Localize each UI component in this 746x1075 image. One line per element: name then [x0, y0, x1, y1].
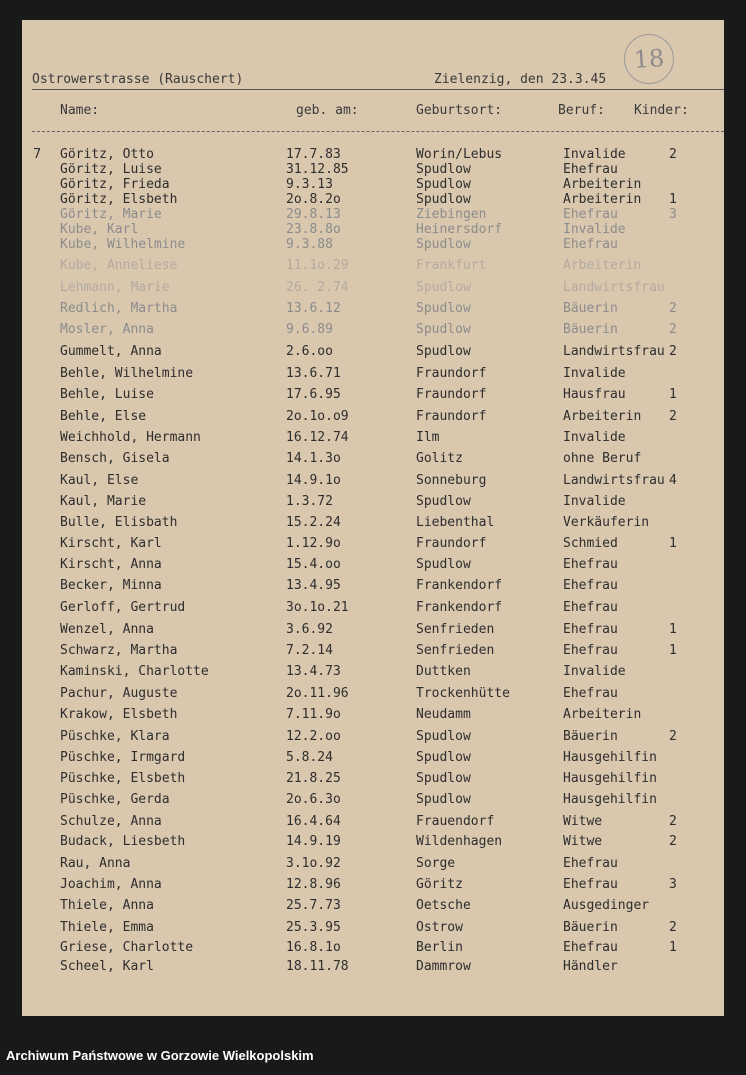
occupation: Hausgehilfin [563, 771, 657, 786]
birth-place: Ostrow [416, 920, 463, 935]
occupation: Arbeiterin [563, 258, 642, 273]
table-row [0, 940, 746, 956]
occupation: Arbeiterin [563, 707, 642, 722]
person-name: Weichhold, Hermann [60, 430, 201, 445]
person-name: Püschke, Klara [60, 729, 170, 744]
birth-place: Sonneburg [416, 473, 487, 488]
birth-date: 26. 2.74 [286, 280, 349, 295]
table-row [0, 707, 746, 723]
birth-date: 25.3.95 [286, 920, 341, 935]
person-name: Griese, Charlotte [60, 940, 194, 955]
birth-date: 23.8.8o [286, 222, 341, 237]
birth-date: 31.12.85 [286, 162, 349, 177]
occupation: Hausgehilfin [563, 792, 657, 807]
children-count: 3 [669, 207, 677, 222]
column-header-occupation: Beruf: [558, 103, 605, 118]
table-row [0, 494, 746, 510]
table-row [0, 898, 746, 914]
occupation: Ehefrau [563, 643, 618, 658]
occupation: Arbeiterin [563, 177, 642, 192]
children-count: 2 [669, 920, 677, 935]
person-name: Thiele, Emma [60, 920, 154, 935]
occupation: Invalide [563, 664, 626, 679]
birth-date: 7.11.9o [286, 707, 341, 722]
occupation: Ehefrau [563, 162, 618, 177]
birth-date: 3.6.92 [286, 622, 333, 637]
table-row [0, 622, 746, 638]
occupation: Ehefrau [563, 877, 618, 892]
table-row [0, 147, 746, 163]
birth-date: 16.4.64 [286, 814, 341, 829]
header-rule [32, 89, 724, 90]
table-row [0, 557, 746, 573]
birth-place: Frauendorf [416, 814, 495, 829]
birth-place: Spudlow [416, 237, 471, 252]
children-count: 1 [669, 940, 677, 955]
children-count: 2 [669, 834, 677, 849]
occupation: Arbeiterin [563, 409, 642, 424]
columns-rule [32, 131, 724, 132]
birth-place: Spudlow [416, 177, 471, 192]
birth-place: Spudlow [416, 301, 471, 316]
table-row [0, 600, 746, 616]
street-header: Ostrowerstrasse (Rauschert) [32, 72, 244, 87]
children-count: 1 [669, 192, 677, 207]
birth-place: Spudlow [416, 280, 471, 295]
person-name: Püschke, Gerda [60, 792, 170, 807]
children-count: 1 [669, 387, 677, 402]
birth-place: Golitz [416, 451, 463, 466]
birth-date: 14.1.3o [286, 451, 341, 466]
occupation: Invalide [563, 430, 626, 445]
birth-place: Berlin [416, 940, 463, 955]
birth-place: Heinersdorf [416, 222, 503, 237]
person-name: Krakow, Elsbeth [60, 707, 178, 722]
birth-place: Fraundorf [416, 387, 487, 402]
birth-date: 11.1o.29 [286, 258, 349, 273]
table-row [0, 814, 746, 830]
occupation: Hausgehilfin [563, 750, 657, 765]
birth-place: Frankfurt [416, 258, 487, 273]
birth-date: 3o.1o.21 [286, 600, 349, 615]
children-count: 2 [669, 322, 677, 337]
person-name: Redlich, Martha [60, 301, 178, 316]
person-name: Göritz, Luise [60, 162, 162, 177]
table-row [0, 344, 746, 360]
birth-place: Spudlow [416, 557, 471, 572]
occupation: Ausgedinger [563, 898, 650, 913]
table-row [0, 322, 746, 338]
table-row [0, 643, 746, 659]
place-date-header: Zielenzig, den 23.3.45 [434, 72, 607, 87]
column-header-birthdate: geb. am: [296, 103, 359, 118]
occupation: Ehefrau [563, 856, 618, 871]
table-row [0, 686, 746, 702]
children-count: 1 [669, 536, 677, 551]
table-row [0, 387, 746, 403]
person-name: Mosler, Anna [60, 322, 154, 337]
birth-place: Worin/Lebus [416, 147, 503, 162]
table-row [0, 515, 746, 531]
person-name: Kube, Karl [60, 222, 139, 237]
occupation: Landwirtsfrau [563, 344, 665, 359]
birth-place: Spudlow [416, 494, 471, 509]
birth-date: 14.9.19 [286, 834, 341, 849]
occupation: Ehefrau [563, 940, 618, 955]
table-row [0, 664, 746, 680]
person-name: Kaminski, Charlotte [60, 664, 209, 679]
occupation: Witwe [563, 814, 603, 829]
table-row [0, 192, 746, 208]
birth-place: Fraundorf [416, 366, 487, 381]
children-count: 4 [669, 473, 677, 488]
birth-place: Duttken [416, 664, 471, 679]
person-name: Göritz, Otto [60, 147, 154, 162]
table-row [0, 301, 746, 317]
birth-place: Göritz [416, 877, 463, 892]
margin-mark: 7 [33, 147, 42, 162]
occupation: Arbeiterin [563, 192, 642, 207]
person-name: Püschke, Irmgard [60, 750, 186, 765]
birth-place: Spudlow [416, 344, 471, 359]
occupation: Ehefrau [563, 622, 618, 637]
occupation: Ehefrau [563, 600, 618, 615]
person-name: Bensch, Gisela [60, 451, 170, 466]
person-name: Kube, Wilhelmine [60, 237, 186, 252]
table-row [0, 177, 746, 193]
birth-place: Oetsche [416, 898, 471, 913]
person-name: Becker, Minna [60, 578, 162, 593]
occupation: Invalide [563, 494, 626, 509]
person-name: Kube, Anneliese [60, 258, 178, 273]
person-name: Püschke, Elsbeth [60, 771, 186, 786]
birth-place: Frankendorf [416, 600, 503, 615]
birth-place: Spudlow [416, 750, 471, 765]
table-row [0, 409, 746, 425]
table-row [0, 473, 746, 489]
children-count: 2 [669, 344, 677, 359]
person-name: Göritz, Elsbeth [60, 192, 178, 207]
birth-date: 15.2.24 [286, 515, 341, 530]
birth-date: 13.4.73 [286, 664, 341, 679]
person-name: Göritz, Frieda [60, 177, 170, 192]
birth-date: 13.6.12 [286, 301, 341, 316]
birth-date: 13.6.71 [286, 366, 341, 381]
birth-date: 3.1o.92 [286, 856, 341, 871]
birth-place: Liebenthal [416, 515, 495, 530]
birth-place: Spudlow [416, 192, 471, 207]
person-name: Rau, Anna [60, 856, 131, 871]
person-name: Gerloff, Gertrud [60, 600, 186, 615]
children-count: 2 [669, 301, 677, 316]
table-row [0, 451, 746, 467]
birth-date: 16.12.74 [286, 430, 349, 445]
children-count: 3 [669, 877, 677, 892]
occupation: Hausfrau [563, 387, 626, 402]
person-name: Pachur, Auguste [60, 686, 178, 701]
person-name: Budack, Liesbeth [60, 834, 186, 849]
birth-date: 17.7.83 [286, 147, 341, 162]
person-name: Bulle, Elisbath [60, 515, 178, 530]
occupation: Bäuerin [563, 920, 618, 935]
birth-date: 14.9.1o [286, 473, 341, 488]
birth-date: 16.8.1o [286, 940, 341, 955]
person-name: Behle, Luise [60, 387, 154, 402]
occupation: Bäuerin [563, 322, 618, 337]
birth-place: Trockenhütte [416, 686, 510, 701]
children-count: 2 [669, 409, 677, 424]
column-header-children: Kinder: [634, 103, 689, 118]
table-row [0, 856, 746, 872]
birth-date: 29.8.13 [286, 207, 341, 222]
birth-date: 21.8.25 [286, 771, 341, 786]
column-header-birthplace: Geburtsort: [416, 103, 503, 118]
birth-place: Neudamm [416, 707, 471, 722]
birth-place: Sorge [416, 856, 456, 871]
occupation: ohne Beruf [563, 451, 642, 466]
person-name: Kaul, Marie [60, 494, 147, 509]
birth-place: Fraundorf [416, 536, 487, 551]
birth-place: Ziebingen [416, 207, 487, 222]
occupation: Invalide [563, 222, 626, 237]
birth-date: 9.3.13 [286, 177, 333, 192]
birth-date: 2o.8.2o [286, 192, 341, 207]
person-name: Kirscht, Karl [60, 536, 162, 551]
birth-date: 1.3.72 [286, 494, 333, 509]
table-row [0, 877, 746, 893]
person-name: Behle, Wilhelmine [60, 366, 194, 381]
table-row [0, 578, 746, 594]
occupation: Ehefrau [563, 207, 618, 222]
birth-place: Fraundorf [416, 409, 487, 424]
page-number-circled: 18 [622, 32, 675, 85]
table-row [0, 430, 746, 446]
birth-date: 13.4.95 [286, 578, 341, 593]
occupation: Händler [563, 959, 618, 974]
occupation: Schmied [563, 536, 618, 551]
birth-date: 7.2.14 [286, 643, 333, 658]
table-row [0, 920, 746, 936]
birth-date: 2o.11.96 [286, 686, 349, 701]
birth-date: 15.4.oo [286, 557, 341, 572]
table-row [0, 222, 746, 238]
occupation: Ehefrau [563, 237, 618, 252]
birth-place: Spudlow [416, 729, 471, 744]
birth-place: Wildenhagen [416, 834, 503, 849]
birth-place: Dammrow [416, 959, 471, 974]
archive-credit: Archiwum Państwowe w Gorzowie Wielkopolskim [6, 1048, 314, 1063]
birth-date: 25.7.73 [286, 898, 341, 913]
children-count: 2 [669, 147, 677, 162]
table-row [0, 207, 746, 223]
occupation: Ehefrau [563, 557, 618, 572]
person-name: Joachim, Anna [60, 877, 162, 892]
birth-place: Spudlow [416, 322, 471, 337]
person-name: Schwarz, Martha [60, 643, 178, 658]
birth-date: 9.3.88 [286, 237, 333, 252]
birth-place: Spudlow [416, 771, 471, 786]
birth-date: 18.11.78 [286, 959, 349, 974]
birth-place: Frankendorf [416, 578, 503, 593]
table-row [0, 959, 746, 975]
person-name: Wenzel, Anna [60, 622, 154, 637]
birth-place: Spudlow [416, 792, 471, 807]
occupation: Witwe [563, 834, 603, 849]
occupation: Verkäuferin [563, 515, 650, 530]
table-row [0, 834, 746, 850]
birth-place: Senfrieden [416, 622, 495, 637]
person-name: Scheel, Karl [60, 959, 154, 974]
table-row [0, 237, 746, 253]
table-row [0, 258, 746, 274]
person-name: Lehmann, Marie [60, 280, 170, 295]
children-count: 1 [669, 622, 677, 637]
occupation: Bäuerin [563, 301, 618, 316]
table-row [0, 162, 746, 178]
table-row [0, 750, 746, 766]
table-row [0, 366, 746, 382]
table-row [0, 771, 746, 787]
person-name: Gummelt, Anna [60, 344, 162, 359]
table-row [0, 729, 746, 745]
person-name: Kirscht, Anna [60, 557, 162, 572]
birth-date: 2o.1o.o9 [286, 409, 349, 424]
occupation: Invalide [563, 147, 626, 162]
birth-date: 12.8.96 [286, 877, 341, 892]
birth-date: 2.6.oo [286, 344, 333, 359]
birth-date: 12.2.oo [286, 729, 341, 744]
table-row [0, 792, 746, 808]
birth-place: Senfrieden [416, 643, 495, 658]
birth-place: Ilm [416, 430, 440, 445]
children-count: 2 [669, 729, 677, 744]
birth-date: 17.6.95 [286, 387, 341, 402]
occupation: Bäuerin [563, 729, 618, 744]
birth-place: Spudlow [416, 162, 471, 177]
person-name: Behle, Else [60, 409, 147, 424]
occupation: Ehefrau [563, 686, 618, 701]
occupation: Ehefrau [563, 578, 618, 593]
birth-date: 5.8.24 [286, 750, 333, 765]
occupation: Landwirtsfrau [563, 280, 665, 295]
person-name: Kaul, Else [60, 473, 139, 488]
birth-date: 1.12.9o [286, 536, 341, 551]
occupation: Landwirtsfrau [563, 473, 665, 488]
column-header-name: Name: [60, 103, 100, 118]
birth-date: 9.6.89 [286, 322, 333, 337]
person-name: Göritz, Marie [60, 207, 162, 222]
table-row [0, 536, 746, 552]
table-row [0, 280, 746, 296]
birth-date: 2o.6.3o [286, 792, 341, 807]
occupation: Invalide [563, 366, 626, 381]
children-count: 1 [669, 643, 677, 658]
person-name: Schulze, Anna [60, 814, 162, 829]
children-count: 2 [669, 814, 677, 829]
person-name: Thiele, Anna [60, 898, 154, 913]
